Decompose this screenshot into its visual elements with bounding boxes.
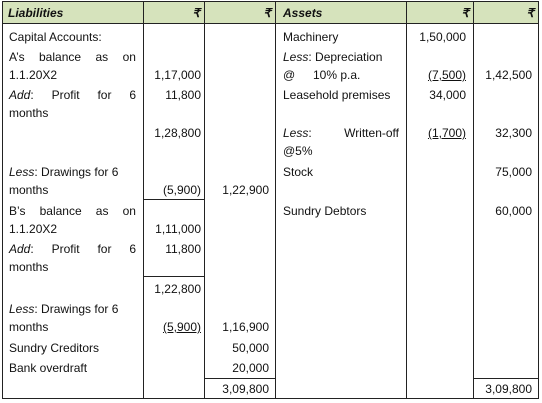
header-assets: Assets — [283, 6, 323, 20]
header-rupee-2: ₹ — [263, 6, 271, 20]
b-net-capital: 1,16,900 — [222, 320, 269, 334]
b-add-word-1: Profit — [51, 242, 80, 256]
stock-amount: 75,000 — [495, 165, 532, 179]
rule-b-subtotal — [143, 276, 205, 277]
a-add-label-group: Add: — [9, 88, 34, 102]
column-rule-2 — [204, 1, 205, 399]
header-rupee-3: ₹ — [461, 6, 469, 20]
b-less-months: months — [9, 320, 49, 334]
machinery-net: 1,42,500 — [485, 68, 532, 82]
column-rule-1 — [143, 1, 144, 399]
leasehold-net: 32,300 — [495, 126, 532, 140]
a-add-word-2: for — [97, 88, 112, 102]
column-rule-right — [538, 1, 539, 399]
a-balance-word-4: on — [122, 50, 136, 64]
table-top-border — [2, 1, 539, 2]
b-add-months: months — [9, 260, 49, 274]
leasehold-label: Leasehold premises — [283, 88, 391, 102]
b-balance-word-4: on — [122, 204, 136, 218]
sundry-creditors-amount: 50,000 — [232, 341, 269, 355]
table-bottom-border — [2, 398, 539, 399]
a-balance-amount: 1,17,000 — [154, 68, 201, 82]
column-rule-4 — [406, 1, 407, 399]
b-less-line — [9, 302, 118, 316]
a-subtotal-amount: 1,28,800 — [154, 126, 201, 140]
header-rupee-1: ₹ — [192, 6, 200, 20]
a-balance-word-2: balance — [39, 50, 82, 64]
less-written-off-line — [283, 126, 399, 140]
stock-label: Stock — [283, 165, 314, 179]
a-less-label: Less — [9, 165, 35, 179]
a-less-text: : Drawings for 6 — [34, 165, 119, 179]
a-add-label: Add — [9, 88, 31, 102]
a-drawings-amount: (5,900) — [162, 183, 201, 197]
b-drawings-amount: (5,900) — [162, 320, 201, 334]
b-balance-word-2: balance — [39, 204, 82, 218]
b-add-word-2: for — [97, 242, 112, 256]
rule-assets-total — [473, 378, 539, 379]
machinery-amount: 1,50,000 — [419, 30, 466, 44]
depreciation-amount: (7,500) — [427, 68, 466, 82]
a-add-word-1: Profit — [51, 88, 80, 102]
less-depreciation-line — [283, 50, 382, 64]
sundry-debtors-amount: 60,000 — [495, 204, 532, 218]
liabilities-total: 3,09,800 — [222, 382, 269, 396]
b-balance-word-1: B’s — [9, 204, 26, 218]
column-rule-5 — [473, 1, 474, 399]
sundry-debtors-label: Sundry Debtors — [283, 204, 367, 218]
less-dep-label: Less — [283, 50, 309, 64]
less-wo-text: Written-off — [344, 126, 399, 140]
a-less-months: months — [9, 183, 49, 197]
b-subtotal-amount: 1,22,800 — [154, 282, 201, 296]
dep-at-sign: @ — [283, 68, 296, 82]
a-profit-amount: 11,800 — [165, 88, 201, 102]
b-balance-amount: 1,11,000 — [155, 222, 201, 236]
b-profit-amount: 11,800 — [165, 242, 201, 256]
b-balance-word-3: as — [95, 204, 109, 218]
sundry-creditors-label: Sundry Creditors — [9, 341, 100, 355]
a-balance-line — [9, 50, 136, 64]
b-add-label-group: Add: — [9, 242, 34, 256]
header-rupee-4: ₹ — [526, 6, 534, 20]
bank-overdraft-amount: 20,000 — [232, 361, 269, 375]
column-rule-left — [2, 1, 3, 399]
b-less-text: : Drawings for 6 — [34, 302, 119, 316]
a-less-line — [9, 165, 118, 179]
rule-after-a-net — [143, 199, 205, 200]
assets-total: 3,09,800 — [485, 382, 532, 396]
header-liabilities: Liabilities — [8, 6, 64, 20]
a-add-months: months — [9, 106, 49, 120]
bank-overdraft-label: Bank overdraft — [9, 361, 88, 375]
a-balance-word-1: A’s — [9, 50, 25, 64]
machinery-label: Machinery — [283, 30, 339, 44]
b-balance-line — [9, 204, 136, 218]
header-bottom-rule — [2, 23, 539, 24]
leasehold-amount: 34,000 — [429, 88, 466, 102]
a-add-line — [9, 88, 136, 102]
b-less-label: Less — [9, 302, 35, 316]
b-add-line — [9, 242, 136, 256]
rule-liabilities-total — [204, 378, 276, 379]
column-rule-3 — [275, 1, 276, 399]
written-off-rate: @5% — [283, 144, 313, 158]
a-add-word-3: 6 — [129, 88, 136, 102]
b-add-word-3: 6 — [129, 242, 136, 256]
b-add-label: Add — [9, 242, 31, 256]
dep-rate: 10% p.a. — [313, 68, 361, 82]
a-balance-date: 1.1.20X2 — [9, 68, 58, 82]
capital-accounts-label: Capital Accounts: — [9, 30, 102, 44]
a-net-capital: 1,22,900 — [222, 183, 269, 197]
b-balance-date: 1.1.20X2 — [9, 222, 58, 236]
less-wo-label-group: Less: — [283, 126, 312, 140]
less-dep-text: : Depreciation — [308, 50, 383, 64]
a-balance-word-3: as — [95, 50, 109, 64]
less-wo-label: Less — [283, 126, 309, 140]
written-off-amount: (1,700) — [427, 126, 466, 140]
